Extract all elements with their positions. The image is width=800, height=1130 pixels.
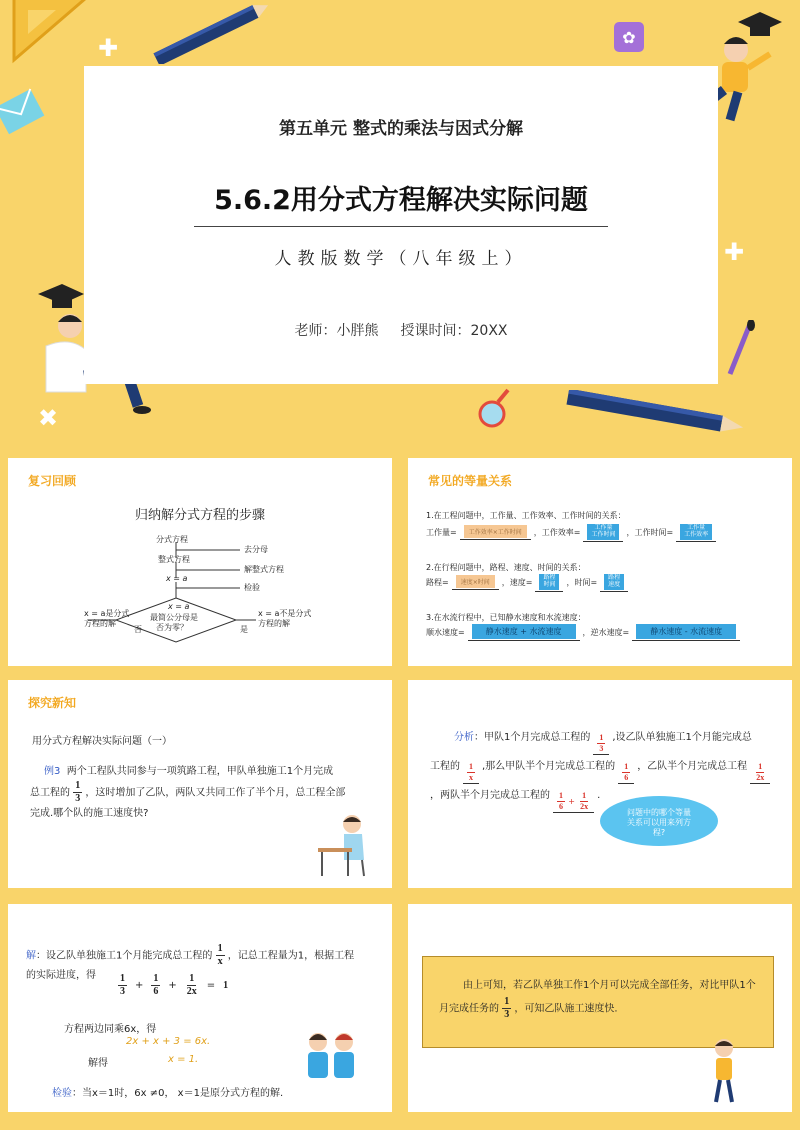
- flowchart-lines: [8, 458, 392, 666]
- action-solve: 解整式方程: [244, 565, 284, 574]
- teacher-info: [84, 320, 718, 340]
- analysis-t6: ，两队半个月完成总工程的: [430, 790, 550, 801]
- upstream-answer: [632, 624, 740, 641]
- distance-label: 路程=: [426, 578, 449, 588]
- no-label: 否: [134, 625, 142, 634]
- magnifier-icon: [474, 388, 514, 432]
- cover-slide: [0, 0, 800, 450]
- lesson-title: 5.6.2用分式方程解决实际问题: [214, 185, 588, 216]
- analysis-slide: [408, 680, 792, 888]
- travel-time-numerator: 路程: [608, 574, 621, 581]
- example-line-2-post: ，这时增加了乙队，两队又共同工作了半个月，总工程全部: [85, 787, 346, 799]
- time-label: ，工作时间=: [626, 528, 674, 538]
- example-line-2-pre: 总工程的: [30, 787, 70, 799]
- travel-time-denominator: 速度: [608, 580, 621, 588]
- relation-3-intro: 3.在水流行程中，已知静水速度和水流速度：: [426, 613, 586, 622]
- answer-blank-2: $\frac{1}{x}$: [463, 763, 479, 784]
- equivalence-slide: [408, 458, 792, 666]
- efficiency-denominator: 工作时间: [591, 530, 616, 538]
- yes-label: 是: [240, 625, 248, 634]
- unit-title: 第五单元 整式的乘法与因式分解: [279, 119, 523, 139]
- section-title: 复习回顾: [28, 474, 77, 488]
- svg-text:✿: ✿: [622, 28, 636, 47]
- pencil-icon: [560, 390, 750, 440]
- efficiency-answer: [583, 524, 623, 542]
- check-label: 检验: [52, 1088, 72, 1099]
- step-polynomial-equation: 整式方程: [158, 555, 190, 564]
- analysis-t3: 工程的: [430, 761, 460, 772]
- time-numerator: 工作量: [687, 524, 706, 531]
- check-line: 检验：当x＝1时，6x ≠0， x＝1是原分式方程的解.: [52, 1088, 284, 1099]
- speed-denominator: 时间: [543, 580, 556, 588]
- decision-line-1: x = a: [168, 602, 190, 611]
- solution-line-1: 解：设乙队单独施工1个月能完成总工程的 $\frac{1}{x}$ ，记总工程量为1，根据工程: [26, 943, 355, 967]
- relation-3-row: [426, 624, 743, 641]
- time-formula-box: [680, 524, 712, 540]
- student-writing-illustration: [314, 810, 376, 880]
- relation-1-row: [426, 524, 719, 542]
- pencil-icon: [146, 0, 276, 64]
- conclusion-slide: [408, 904, 792, 1112]
- analysis-t5: ，乙队半个月完成总工程: [637, 761, 748, 772]
- solution-line-2: 的实际进度，得: [26, 970, 96, 981]
- efficiency-label: ，工作效率=: [533, 528, 581, 538]
- gift-icon: [612, 20, 646, 54]
- action-clear-denominator: 去分母: [244, 545, 268, 554]
- travel-time-answer: [600, 574, 628, 592]
- action-check: 检验: [244, 583, 260, 592]
- upstream-formula-box: 静水速度 - 水流速度: [636, 624, 736, 639]
- decision-line-2: 最简公分母是: [150, 613, 198, 622]
- example-line-3: 完成.哪个队的施工速度快?: [30, 808, 149, 819]
- example-line-1: 两个工程队共同参与一项筑路工程，甲队单独施工1个月完成: [66, 766, 334, 777]
- conclusion-box: [422, 956, 774, 1048]
- time-denominator: 工作效率: [684, 530, 709, 538]
- left-result-2: 方程的解: [84, 619, 116, 628]
- decision-line-3: 否为零？: [156, 623, 188, 632]
- answer-blank-1: $\frac{1}{3}$: [593, 734, 609, 755]
- answer-blank-4: $\frac{1}{2x}$: [750, 763, 770, 784]
- fraction-one-third: $\frac{1}{3}$: [504, 996, 510, 1020]
- solution-slide: [8, 904, 392, 1112]
- travel-time-formula-box: [604, 574, 624, 590]
- conclusion-line-2: 月完成任务的 $\frac{1}{3}$ ，可知乙队施工速度快.: [439, 996, 618, 1020]
- work-label: 工作量=: [426, 528, 457, 538]
- equation-3: x = 1.: [168, 1054, 199, 1065]
- answer-blank-3: $\frac{1}{6}$: [618, 763, 634, 784]
- step-fractional-equation: 分式方程: [156, 535, 188, 544]
- left-result-1: x = a是分式: [84, 609, 130, 618]
- speed-answer: [535, 574, 563, 592]
- speed-formula-box: [539, 574, 559, 590]
- plus-decoration: ✖: [38, 404, 59, 432]
- work-answer: [460, 525, 531, 540]
- downstream-answer: [468, 624, 580, 641]
- students-illustration: [298, 1024, 364, 1090]
- distance-formula-box: 速度×时间: [456, 575, 495, 588]
- subtitle: 用分式方程解决实际问题（一）: [32, 736, 172, 747]
- analysis-t2: ,设乙队单独施工1个月能完成总: [612, 732, 752, 743]
- section-title: 探究新知: [28, 696, 77, 710]
- right-result-1: x = a不是分式: [258, 609, 312, 618]
- speed-label: ，速度=: [501, 578, 533, 588]
- conclusion-line-1: 由上可知，若乙队单独工作1个月可以完成全部任务，对比甲队1个: [463, 980, 756, 991]
- answer-blank-5: $\frac{1}{6}$ + $\frac{1}{2x}$: [553, 787, 594, 813]
- multiply-step: 方程两边同乘6x，得: [64, 1024, 157, 1035]
- example-label: 例3: [44, 766, 61, 777]
- work-formula-box: 工作效率×工作时间: [464, 525, 527, 538]
- divider: [194, 226, 608, 227]
- triangle-ruler-icon: [10, 0, 90, 64]
- question-bubble: 问题中的哪个等量 关系可以用来列方 程?: [600, 796, 718, 846]
- envelope-icon: [0, 82, 46, 142]
- cover-card: [84, 66, 718, 384]
- equation-2: 2x + x + 3 = 6x.: [126, 1036, 211, 1047]
- teacher-name: 老师：小胖熊: [294, 323, 379, 339]
- downstream-formula-box: 静水速度 + 水流速度: [472, 624, 576, 639]
- paintbrush-icon: [720, 320, 760, 380]
- section-title: 常见的等量关系: [428, 474, 513, 488]
- lesson-time: 授课时间：20XX: [400, 323, 508, 339]
- analysis-t1: ：甲队1个月完成总工程的: [474, 732, 591, 743]
- solution-label: 解: [26, 950, 36, 962]
- efficiency-numerator: 工作量: [594, 524, 613, 531]
- solve-label: 解得: [88, 1058, 108, 1069]
- right-result-2: 方程的解: [258, 619, 290, 628]
- efficiency-formula-box: [587, 524, 619, 540]
- equation-1: $\frac{1}{3}$ + $\frac{1}{6}$ + $\frac{1}{2x}$ = 1: [120, 973, 229, 997]
- step-solution: x = a: [166, 574, 188, 583]
- relation-1-intro: 1.在工程问题中，工作量、工作效率、工作时间的关系：: [426, 511, 626, 520]
- plus-decoration: ✚: [724, 238, 745, 266]
- analysis-text: [430, 726, 780, 813]
- speed-numerator: 路程: [543, 574, 556, 581]
- distance-answer: [452, 575, 499, 590]
- relation-2-intro: 2.在行程问题中，路程、速度、时间的关系：: [426, 563, 586, 572]
- relation-2-row: [426, 574, 631, 592]
- analysis-t7: .: [597, 790, 601, 801]
- fraction-one-third: $\frac{1}{3}$: [75, 780, 81, 804]
- review-slide: [8, 458, 392, 666]
- explore-slide: [8, 680, 392, 888]
- analysis-t4: ,那么甲队半个月完成总工程的: [482, 761, 616, 772]
- girl-walking-illustration: [704, 1036, 744, 1108]
- downstream-label: 顺水速度=: [426, 628, 465, 638]
- time-answer: [676, 524, 716, 542]
- upstream-label: ，逆水速度=: [582, 628, 630, 638]
- fraction-one-over-x: $\frac{1}{x}$: [217, 943, 223, 967]
- analysis-label: 分析: [454, 732, 474, 743]
- plus-decoration: ✚: [98, 34, 119, 62]
- edition-label: 人教版数学（八年级上）: [274, 249, 528, 269]
- travel-time-label: ，时间=: [566, 578, 598, 588]
- flowchart-title: 归纳解分式方程的步骤: [134, 508, 265, 523]
